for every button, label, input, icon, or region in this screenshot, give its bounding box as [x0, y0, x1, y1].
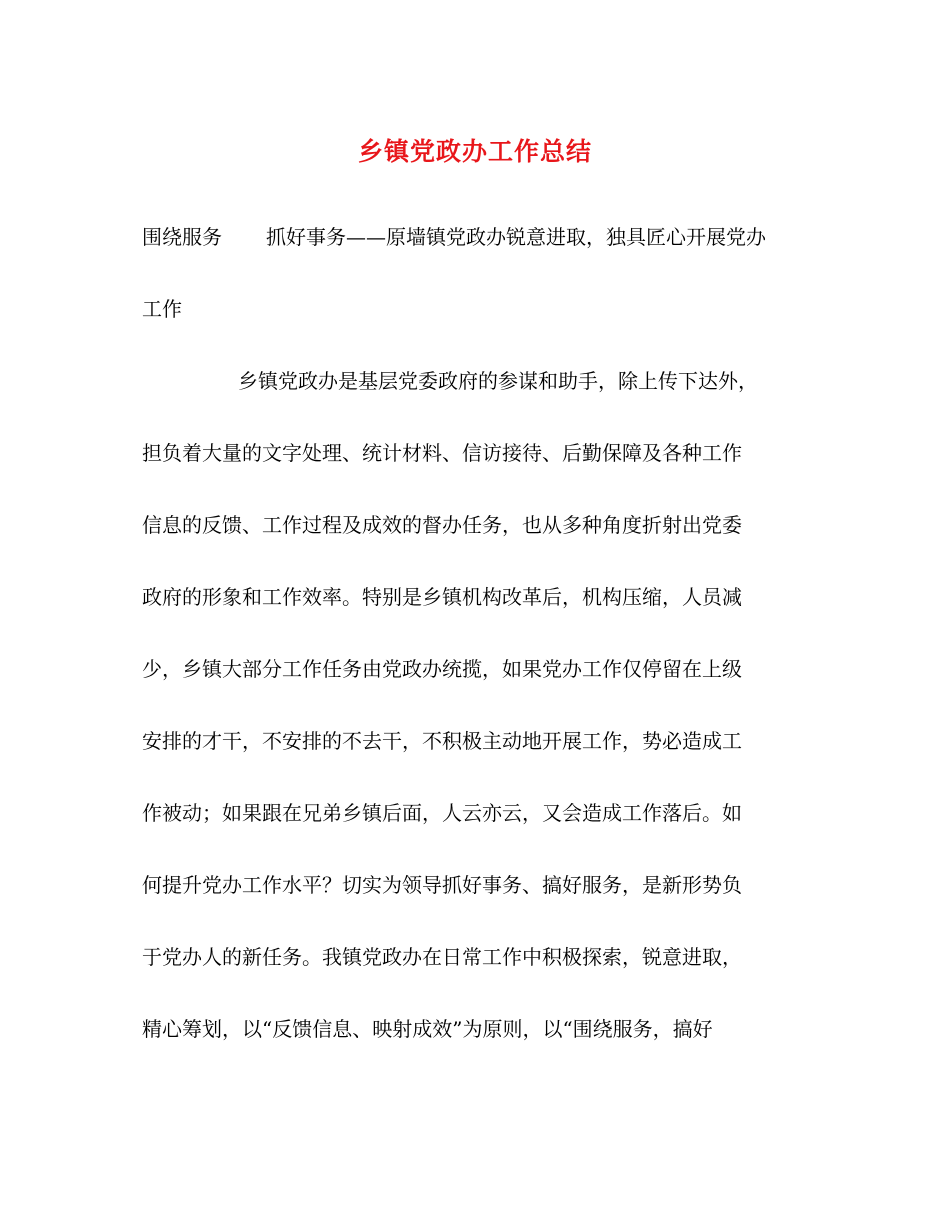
- document-body: [142, 212, 812, 1076]
- paragraph-line: 政府的形象和工作效率。特别是乡镇机构改革后，机构压缩，人员减: [142, 585, 742, 609]
- paragraph-line: 安排的才干，不安排的不去干，不积极主动地开展工作，势必造成工: [142, 729, 742, 753]
- paragraph-line: 作被动；如果跟在兄弟乡镇后面，人云亦云，又会造成工作落后。如: [142, 801, 742, 825]
- subtitle-line-1: [142, 212, 812, 284]
- subtitle-part-2: 抓好事务——原墙镇党政办锐意进取，独具匠心开展党办: [266, 225, 766, 249]
- paragraph-line: 少，乡镇大部分工作任务由党政办统揽，如果党办工作仅停留在上级: [142, 657, 742, 681]
- subtitle-part-3: 工作: [142, 297, 182, 321]
- subtitle-part-1: 围绕服务: [142, 225, 222, 249]
- paragraph-line: 精心筹划，以“反馈信息、映射成效”为原则，以“围绕服务，搞好: [142, 1017, 713, 1041]
- document-title: 乡镇党政办工作总结: [357, 137, 592, 166]
- subtitle-line-2: [142, 284, 812, 356]
- paragraph-line: 何提升党办工作水平？切实为领导抓好事务、搞好服务，是新形势负: [142, 873, 742, 897]
- paragraph-line: [142, 356, 812, 428]
- paragraph-line: 于党办人的新任务。我镇党政办在日常工作中积极探索，锐意进取，: [142, 945, 742, 969]
- paragraph-line-text: 乡镇党政办是基层党委政府的参谋和助手，除上传下达外，: [238, 369, 758, 393]
- paragraph-line: 信息的反馈、工作过程及成效的督办任务，也从多种角度折射出党委: [142, 513, 742, 537]
- paragraph-line: 担负着大量的文字处理、统计材料、信访接待、后勤保障及各种工作: [142, 441, 742, 465]
